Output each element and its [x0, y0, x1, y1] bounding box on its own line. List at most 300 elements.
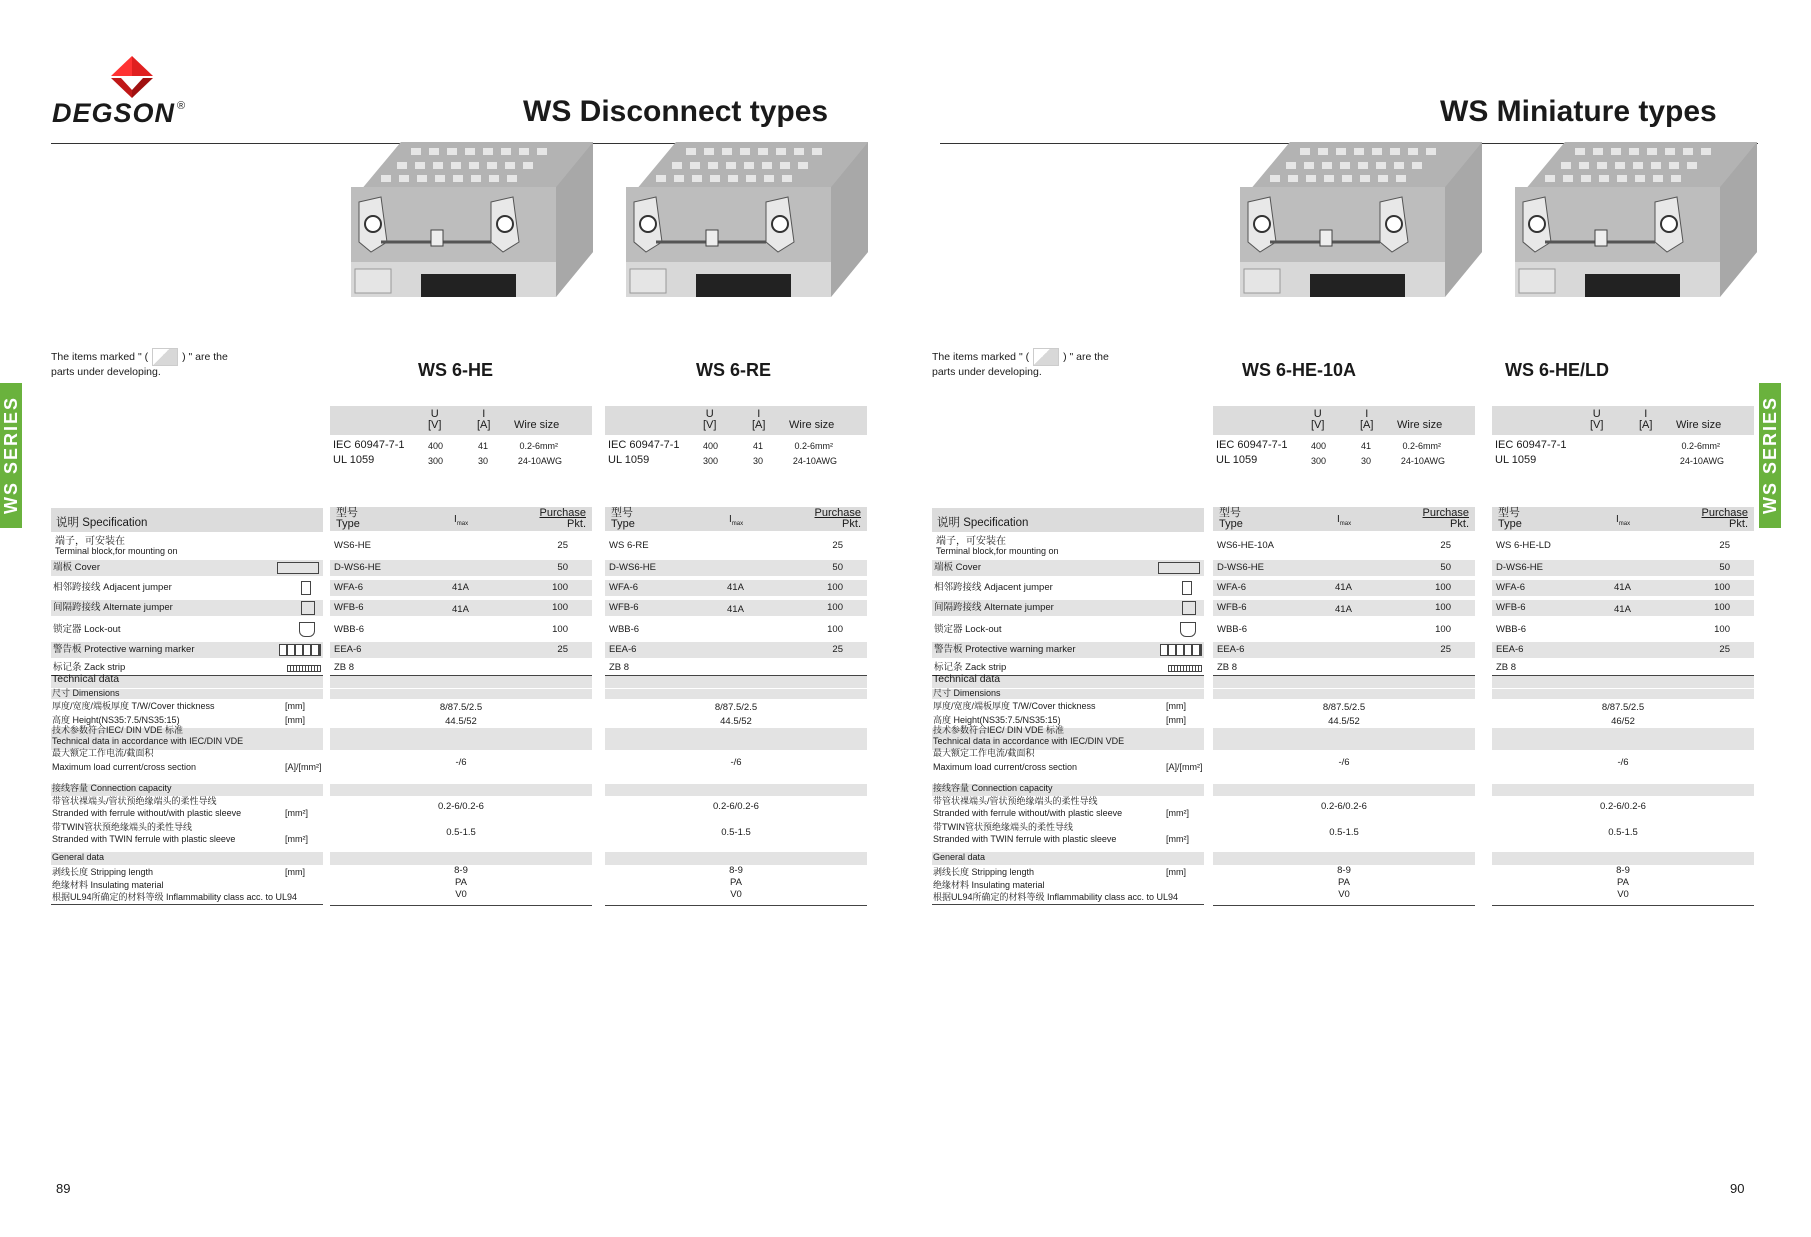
cert-ul-voltage: 300	[1311, 456, 1327, 466]
spec-maxload_en-label: Maximum load current/cross section	[52, 762, 197, 772]
table-row	[1492, 600, 1754, 616]
general-rows	[1492, 867, 1754, 906]
type-cell: WS 6-HE-LD	[1496, 540, 1551, 551]
tech-row	[1492, 852, 1754, 865]
model-name: WS 6-HE/LD	[1505, 360, 1610, 380]
purchase-label: Purchase	[1701, 507, 1748, 519]
i-label: I	[482, 408, 486, 420]
cert-iec-voltage: 400	[1311, 441, 1327, 451]
type-cell: WFA-6	[334, 582, 364, 593]
spec-iec_cn-label: 技术参数符合IEC/ DIN VDE 标准	[52, 725, 184, 735]
type-cell: D-WS6-HE	[334, 562, 381, 573]
alternate-jumper-icon	[1182, 601, 1196, 615]
table-row	[330, 622, 592, 638]
type-cell: ZB 8	[334, 662, 355, 673]
tech-value: 0.2-6/0.2-6	[1321, 801, 1367, 812]
cert-iec: IEC 60947-7-1	[1216, 439, 1288, 451]
table-row	[330, 560, 592, 576]
spec-dimensions-label: 尺寸 Dimensions	[933, 688, 1001, 698]
pkt-cell: 100	[1435, 624, 1451, 635]
tech-row	[605, 676, 867, 688]
spec-row	[51, 622, 323, 638]
imax-head	[1337, 514, 1351, 527]
purchase-head	[815, 508, 861, 530]
dev-note-text: parts under developing.	[932, 366, 1042, 378]
table-row	[605, 642, 867, 658]
spec-warning-label: 警告板 Protective warning marker	[934, 644, 1076, 655]
spec-iec_en-label: Technical data in accordance with IEC/DIN VDE	[52, 736, 244, 746]
tech-value: 0.5-1.5	[446, 827, 476, 838]
lockout-icon	[299, 622, 315, 637]
tech-row	[1492, 701, 1754, 714]
spec-maxload_cn-label: 最大额定工作电流/截面积	[52, 748, 154, 758]
tech-value: 0.5-1.5	[721, 827, 751, 838]
side-tab-label: WS SERIES	[0, 396, 21, 515]
spec-thickness-label: 厚度/宽度/端板厚度 T/W/Cover thickness	[933, 701, 1096, 711]
spec-twin_en-label: Stranded with TWIN ferrule with plastic sleeve	[52, 834, 236, 844]
u-label: U	[1313, 408, 1322, 420]
pkt-cell: 25	[557, 540, 568, 551]
imax-cell: 41A	[1335, 604, 1352, 615]
model-name: WS 6-HE-10A	[1242, 360, 1357, 380]
spec-general-label: General data	[933, 852, 986, 862]
spec-thickness-label: 厚度/宽度/端板厚度 T/W/Cover thickness	[52, 701, 215, 711]
pkt-cell: 100	[552, 624, 568, 635]
spec-alternate-label: 间隔跨接线 Alternate jumper	[53, 602, 173, 613]
table-row	[330, 642, 592, 658]
dev-note-text: The items marked " (	[51, 350, 149, 363]
product-image	[1230, 142, 1482, 308]
table-row	[605, 600, 867, 616]
imax-head	[1616, 514, 1630, 527]
u-label: U	[705, 408, 714, 420]
cert-iec-current: 41	[753, 441, 764, 451]
ins-value: PA	[1617, 877, 1629, 888]
spec-unit: [mm]	[1166, 715, 1186, 725]
spec-twin_cn-label: 带TWIN管状预绝缘端头的柔性导线	[52, 822, 192, 832]
imax-head	[729, 514, 743, 527]
cert-header	[330, 406, 592, 435]
cert-iec-wire: 0.2-6mm²	[1402, 441, 1441, 451]
table-row	[605, 560, 867, 576]
spec-bottom-rule	[932, 904, 1204, 905]
general-rows	[330, 867, 592, 906]
type-cell: WBB-6	[609, 624, 640, 635]
spec-conn-label: 接线容量 Connection capacity	[933, 783, 1053, 793]
tech-value: -/6	[455, 757, 467, 768]
right-page-title: WS Miniature types	[1440, 95, 1717, 128]
table-row	[1492, 660, 1754, 676]
imax-cell: 41A	[1614, 604, 1631, 615]
pkt-cell: 100	[827, 624, 843, 635]
pkt-cell: 25	[1719, 540, 1730, 551]
tech-row	[1213, 715, 1475, 728]
spec-unit: [mm]	[1166, 867, 1186, 877]
u-unit: [V]	[703, 419, 717, 431]
pkt-cell: 25	[1440, 540, 1451, 551]
spec-lockout-label: 锁定器 Lock-out	[53, 624, 121, 635]
pkt-cell: 100	[1714, 582, 1730, 593]
general-rows	[1213, 867, 1475, 906]
table-row	[605, 580, 867, 596]
tech-row	[330, 676, 592, 688]
spec-row	[51, 600, 323, 616]
cert-header	[1492, 406, 1754, 435]
cert-ul: UL 1059	[1216, 454, 1258, 466]
pkt-cell: 100	[827, 582, 843, 593]
type-cell: WFA-6	[1496, 582, 1526, 593]
zack-strip-icon	[1168, 665, 1202, 672]
strip-value: 8-9	[1337, 865, 1351, 876]
tech-value: 0.5-1.5	[1329, 827, 1359, 838]
cert-ul-wire: 24-10AWG	[1400, 456, 1445, 466]
spec-ferrule_en-label: Stranded with ferrule without/with plastic sleeve	[933, 808, 1123, 818]
model-name: WS 6-HE	[418, 360, 494, 380]
purchase-label: Purchase	[1422, 507, 1469, 519]
spec-adjacent-label: 相邻跨接线 Adjacent jumper	[934, 582, 1053, 593]
pkt-cell: 50	[832, 562, 843, 573]
spec-unit: [A]/[mm²]	[1166, 762, 1203, 772]
cert-rows	[330, 438, 592, 470]
imax-cell: 41A	[1335, 582, 1352, 593]
u-unit: [V]	[428, 419, 442, 431]
flamm-value: V0	[1338, 889, 1350, 900]
type-cn: 型号	[1219, 507, 1241, 519]
spec-zack-label: 标记条 Zack strip	[53, 662, 126, 673]
voltage-head	[1311, 409, 1324, 431]
type-cell: EEA-6	[1496, 644, 1524, 655]
current-head	[752, 409, 765, 431]
pkt-label: Pkt.	[1450, 518, 1469, 530]
spec-ferrule_cn-label: 带管状裸端头/管状预绝缘端头的柔性导线	[933, 796, 1098, 806]
spec-unit: [mm²]	[1166, 808, 1189, 818]
type-en: Type	[1219, 518, 1243, 530]
product-image	[616, 142, 868, 308]
model-name: WS 6-RE	[696, 360, 772, 380]
ins-value: PA	[1338, 877, 1350, 888]
u-unit: [V]	[1590, 419, 1604, 431]
spec-adjacent-label: 相邻跨接线 Adjacent jumper	[53, 582, 172, 593]
imax-cell: 41A	[452, 604, 469, 615]
tech-row	[330, 689, 592, 699]
cert-ul: UL 1059	[608, 454, 650, 466]
i-label: I	[1644, 408, 1648, 420]
type-cell: EEA-6	[1217, 644, 1245, 655]
u-unit: [V]	[1311, 419, 1325, 431]
flamm-value: V0	[455, 889, 467, 900]
ins-value: PA	[455, 877, 467, 888]
dev-note-text: ) " are the	[182, 350, 228, 363]
spec-warning-label: 警告板 Protective warning marker	[53, 644, 195, 655]
tech-row	[1492, 728, 1754, 750]
tech-row	[1213, 728, 1475, 750]
pkt-cell: 25	[1719, 644, 1730, 655]
tech-row	[605, 728, 867, 750]
type-head	[1219, 508, 1243, 530]
imax-sub: max	[456, 521, 469, 527]
right-side-tab	[1759, 383, 1781, 528]
side-tab-label: WS SERIES	[1759, 396, 1780, 515]
tech-row	[605, 689, 867, 699]
spec-unit: [mm²]	[1166, 834, 1189, 844]
type-cell: EEA-6	[334, 644, 362, 655]
i-label: I	[757, 408, 761, 420]
flamm-value: V0	[1617, 889, 1629, 900]
tech-row	[1213, 676, 1475, 688]
imax-label: I	[729, 514, 732, 525]
warning-marker-icon	[279, 644, 321, 656]
spec-twin_en-label: Stranded with TWIN ferrule with plastic sleeve	[933, 834, 1117, 844]
wire-size-head: Wire size	[1676, 419, 1722, 431]
table-row	[1492, 622, 1754, 638]
type-table-header	[1492, 507, 1754, 531]
i-unit: [A]	[752, 419, 766, 431]
spec-technical-label: Technical data	[933, 673, 1001, 685]
pkt-cell: 100	[827, 602, 843, 613]
spec-ferrule_en-label: Stranded with ferrule without/with plastic sleeve	[52, 808, 242, 818]
table-row	[1213, 600, 1475, 616]
type-cell: WBB-6	[1496, 624, 1527, 635]
tech-row	[1213, 701, 1475, 714]
type-en: Type	[611, 518, 635, 530]
tech-value: -/6	[1338, 757, 1350, 768]
flamm-value: V0	[730, 889, 742, 900]
cert-ul-wire: 24-10AWG	[792, 456, 837, 466]
cert-ul: UL 1059	[1495, 454, 1537, 466]
pkt-cell: 25	[832, 540, 843, 551]
type-cell: WFA-6	[609, 582, 639, 593]
cert-ul-current: 30	[1361, 456, 1372, 466]
spec-alternate-label: 间隔跨接线 Alternate jumper	[934, 602, 1054, 613]
spec-unit: [mm]	[285, 715, 305, 725]
purchase-head	[540, 508, 586, 530]
tech-row	[1492, 689, 1754, 699]
type-cell: WFA-6	[1217, 582, 1247, 593]
strip-value: 8-9	[1616, 865, 1630, 876]
cert-iec-voltage: 400	[428, 441, 444, 451]
type-cn: 型号	[1498, 507, 1520, 519]
table-row	[1213, 580, 1475, 596]
spec-terminal-cn: 端子，可安装在	[936, 536, 1006, 547]
spec-terminal-en: Terminal block,for mounting on	[55, 546, 178, 556]
cert-ul-current: 30	[478, 456, 489, 466]
spec-terminal-cn: 端子，可安装在	[55, 536, 125, 547]
tech-row	[330, 715, 592, 728]
type-cell: WS6-HE	[334, 540, 371, 551]
pkt-cell: 100	[1714, 602, 1730, 613]
logo-mark-icon	[107, 54, 157, 100]
spec-twin_cn-label: 带TWIN管状预绝缘端头的柔性导线	[933, 822, 1073, 832]
type-cell: WS6-HE-10A	[1217, 540, 1275, 551]
imax-label: I	[1337, 514, 1340, 525]
type-head	[1498, 508, 1522, 530]
type-cell: WFB-6	[334, 602, 364, 613]
spec-maxload_cn-label: 最大额定工作电流/截面积	[933, 748, 1035, 758]
type-cell: ZB 8	[1496, 662, 1517, 673]
type-table-header	[1213, 507, 1475, 531]
spec-cover-label: 端板 Cover	[934, 562, 981, 573]
cert-iec-wire: 0.2-6mm²	[1681, 441, 1720, 451]
brand-name: DEGSON	[52, 98, 176, 128]
spec-header	[932, 508, 1204, 532]
page-number: 90	[1730, 1181, 1745, 1196]
spec-strip-label: 剥线长度 Stripping length	[933, 867, 1035, 877]
pkt-cell: 25	[832, 644, 843, 655]
u-label: U	[1592, 408, 1601, 420]
imax-cell: 41A	[727, 582, 744, 593]
tech-row	[330, 751, 592, 781]
tech-row	[1492, 715, 1754, 728]
table-row	[1213, 660, 1475, 676]
tech-value: 0.2-6/0.2-6	[713, 801, 759, 812]
brand-reg: ®	[177, 100, 187, 112]
tech-row	[1492, 751, 1754, 781]
tech-value: 0.2-6/0.2-6	[1600, 801, 1646, 812]
tech-value: 8/87.5/2.5	[1601, 702, 1645, 713]
cert-rows	[605, 438, 867, 470]
type-cell: WBB-6	[334, 624, 365, 635]
type-cell: WFB-6	[609, 602, 639, 613]
warning-marker-icon	[1160, 644, 1202, 656]
table-row	[1492, 642, 1754, 658]
spec-header	[51, 508, 323, 532]
cert-header	[605, 406, 867, 435]
type-cn: 型号	[611, 507, 633, 519]
type-table-header	[330, 507, 592, 531]
spec-row	[932, 580, 1204, 596]
cert-iec-current: 41	[478, 441, 489, 451]
cert-ul: UL 1059	[333, 454, 375, 466]
imax-sub: max	[1339, 521, 1352, 527]
cert-iec-voltage: 400	[703, 441, 719, 451]
u-label: U	[430, 408, 439, 420]
strip-value: 8-9	[454, 865, 468, 876]
dev-note	[932, 348, 1109, 379]
i-label: I	[1365, 408, 1369, 420]
spec-row	[932, 600, 1204, 616]
pkt-cell: 25	[557, 644, 568, 655]
left-page-title: WS Disconnect types	[523, 95, 829, 128]
spec-bottom-rule	[51, 904, 323, 905]
spec-unit: [mm²]	[285, 808, 308, 818]
spec-strip-label: 剥线长度 Stripping length	[52, 867, 154, 877]
spec-height-label: 高度 Height(NS35:7.5/NS35:15)	[933, 715, 1061, 725]
table-row	[330, 580, 592, 596]
spec-header-label: 说明 Specification	[56, 517, 148, 529]
product-image	[341, 142, 593, 308]
cert-iec: IEC 60947-7-1	[333, 439, 405, 451]
imax-label: I	[1616, 514, 1619, 525]
type-cell: WS 6-RE	[609, 540, 649, 551]
degson-logo	[52, 54, 222, 134]
spec-row	[932, 642, 1204, 658]
ins-value: PA	[730, 877, 742, 888]
purchase-label: Purchase	[814, 507, 861, 519]
spec-zack-label: 标记条 Zack strip	[934, 662, 1007, 673]
current-head	[1639, 409, 1652, 431]
tech-row	[1492, 823, 1754, 849]
type-cell: D-WS6-HE	[609, 562, 656, 573]
pkt-label: Pkt.	[567, 518, 586, 530]
pkt-cell: 50	[1440, 562, 1451, 573]
cert-ul-voltage: 300	[428, 456, 444, 466]
spec-iec_en-label: Technical data in accordance with IEC/DIN VDE	[933, 736, 1125, 746]
voltage-head	[1590, 409, 1603, 431]
type-cell: ZB 8	[1217, 662, 1238, 673]
spec-unit: [A]/[mm²]	[285, 762, 322, 772]
table-row	[1492, 538, 1754, 554]
purchase-head	[1423, 508, 1469, 530]
spec-maxload_en-label: Maximum load current/cross section	[933, 762, 1078, 772]
table-row	[605, 622, 867, 638]
purchase-label: Purchase	[539, 507, 586, 519]
table-row	[330, 538, 592, 554]
voltage-head	[428, 409, 441, 431]
purchase-head	[1702, 508, 1748, 530]
dev-note-text: parts under developing.	[51, 366, 161, 378]
strip-value: 8-9	[729, 865, 743, 876]
pkt-cell: 50	[1719, 562, 1730, 573]
cert-ul-wire: 24-10AWG	[1679, 456, 1724, 466]
tech-value: 44.5/52	[1328, 716, 1360, 727]
tech-value: -/6	[730, 757, 742, 768]
wire-size-head: Wire size	[789, 419, 835, 431]
type-en: Type	[336, 518, 360, 530]
spec-height-label: 高度 Height(NS35:7.5/NS35:15)	[52, 715, 180, 725]
spec-row	[932, 622, 1204, 638]
spec-unit: [mm]	[1166, 701, 1186, 711]
cert-iec-current: 41	[1361, 441, 1372, 451]
spec-row	[51, 538, 323, 558]
cert-header	[1213, 406, 1475, 435]
spec-row	[932, 560, 1204, 576]
alternate-jumper-icon	[301, 601, 315, 615]
spec-flamm-label: 根据UL94所确定的材料等级 Inflammability class acc. to UL94	[933, 892, 1179, 902]
spec-insulating-label: 绝缘材料 Insulating material	[933, 880, 1045, 890]
spec-insulating-label: 绝缘材料 Insulating material	[52, 880, 164, 890]
cert-ul-voltage: 300	[703, 456, 719, 466]
table-row	[1213, 622, 1475, 638]
type-cell: WBB-6	[1217, 624, 1248, 635]
spec-conn-label: 接线容量 Connection capacity	[52, 783, 172, 793]
i-unit: [A]	[1360, 419, 1374, 431]
pkt-cell: 100	[552, 602, 568, 613]
type-head	[336, 508, 360, 530]
product-image	[1505, 142, 1757, 308]
tech-value: -/6	[1617, 757, 1629, 768]
lockout-icon	[1180, 622, 1196, 637]
tech-row	[605, 701, 867, 714]
wire-size-head: Wire size	[514, 419, 560, 431]
table-row	[1492, 580, 1754, 596]
type-cell: WFB-6	[1217, 602, 1247, 613]
pkt-label: Pkt.	[1729, 518, 1748, 530]
developing-mark-icon	[152, 348, 178, 366]
spec-row	[51, 580, 323, 596]
tech-row	[605, 751, 867, 781]
pkt-cell: 100	[1435, 602, 1451, 613]
pkt-cell: 50	[557, 562, 568, 573]
spec-iec_cn-label: 技术参数符合IEC/ DIN VDE 标准	[933, 725, 1065, 735]
spec-dimensions-label: 尺寸 Dimensions	[52, 688, 120, 698]
tech-row	[1213, 751, 1475, 781]
spec-flamm-label: 根据UL94所确定的材料等级 Inflammability class acc. to UL94	[52, 892, 298, 902]
tech-value: 8/87.5/2.5	[1322, 702, 1366, 713]
type-cn: 型号	[336, 507, 358, 519]
imax-cell: 41A	[1614, 582, 1631, 593]
imax-sub: max	[1618, 521, 1631, 527]
spec-general-label: General data	[52, 852, 105, 862]
